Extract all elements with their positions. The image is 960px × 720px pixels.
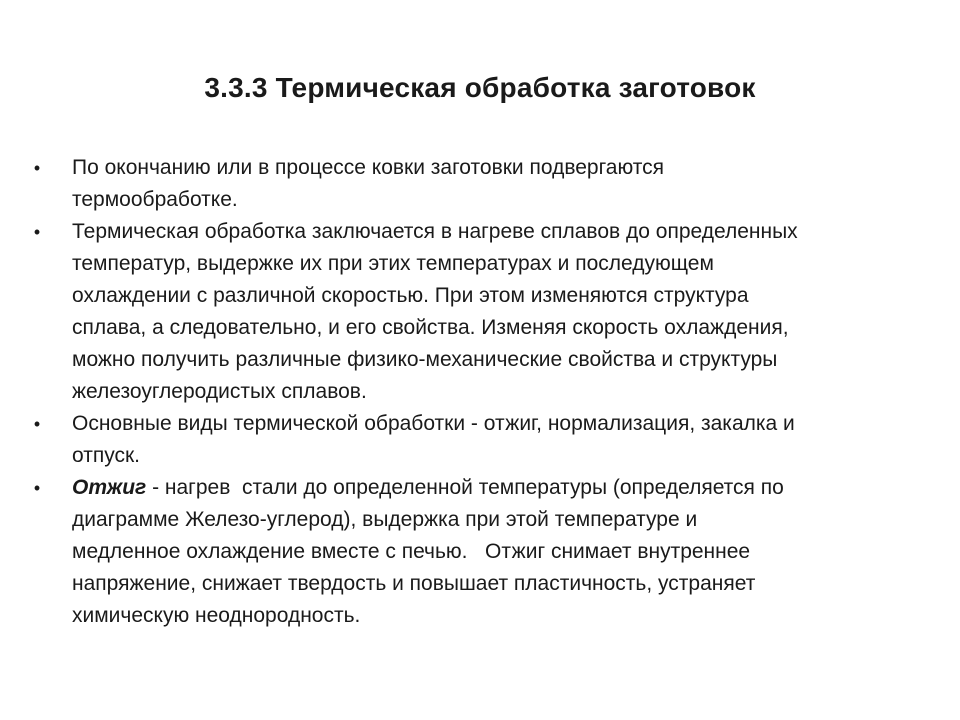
bullet-item — [30, 408, 930, 472]
text-line: По окончанию или в процессе ковки заготовки подвергаются — [72, 156, 665, 179]
bullet-icon: • — [33, 222, 41, 242]
text-line: диаграмме Железо-углерод), выдержка при этой температуре и — [72, 508, 698, 531]
text-line: отпуск. — [72, 444, 140, 467]
term-annealing: Отжиг — [72, 476, 147, 499]
text-line: температур, выдержке их при этих температурах и последующем — [72, 252, 714, 275]
text-line: Основные виды термической обработки - отжиг, нормализация, закалка и — [72, 412, 795, 435]
text-line: можно получить различные физико-механические свойства и структуры — [72, 348, 778, 371]
text-line: Термическая обработка заключается в нагреве сплавов до определенных — [72, 220, 798, 243]
text-line: медленное охлаждение вместе с печью. Отжиг снимает внутреннее — [72, 540, 751, 563]
bullet-item — [30, 152, 930, 216]
text-line — [72, 472, 930, 504]
bullet-item — [30, 472, 930, 632]
bullet-icon: • — [33, 414, 41, 434]
bullet-item — [30, 216, 930, 408]
text-line: охлаждении с различной скоростью. При этом изменяются структура — [72, 284, 749, 307]
bullet-list — [30, 152, 930, 632]
text-line: химическую неоднородность. — [72, 604, 361, 627]
text-line: сплава, а следовательно, и его свойства. Изменяя скорость охлаждения, — [72, 316, 789, 339]
text-line: термообработке. — [72, 188, 238, 211]
slide-title: 3.3.3 Термическая обработка заготовок — [204, 72, 756, 103]
term-definition: - нагрев стали до определенной температуры (определяется по — [146, 476, 784, 499]
text-line: напряжение, снижает твердость и повышает пластичность, устраняет — [72, 572, 756, 595]
text-line: железоуглеродистых сплавов. — [72, 380, 367, 403]
bullet-icon: • — [33, 478, 41, 498]
bullet-icon: • — [33, 158, 41, 178]
